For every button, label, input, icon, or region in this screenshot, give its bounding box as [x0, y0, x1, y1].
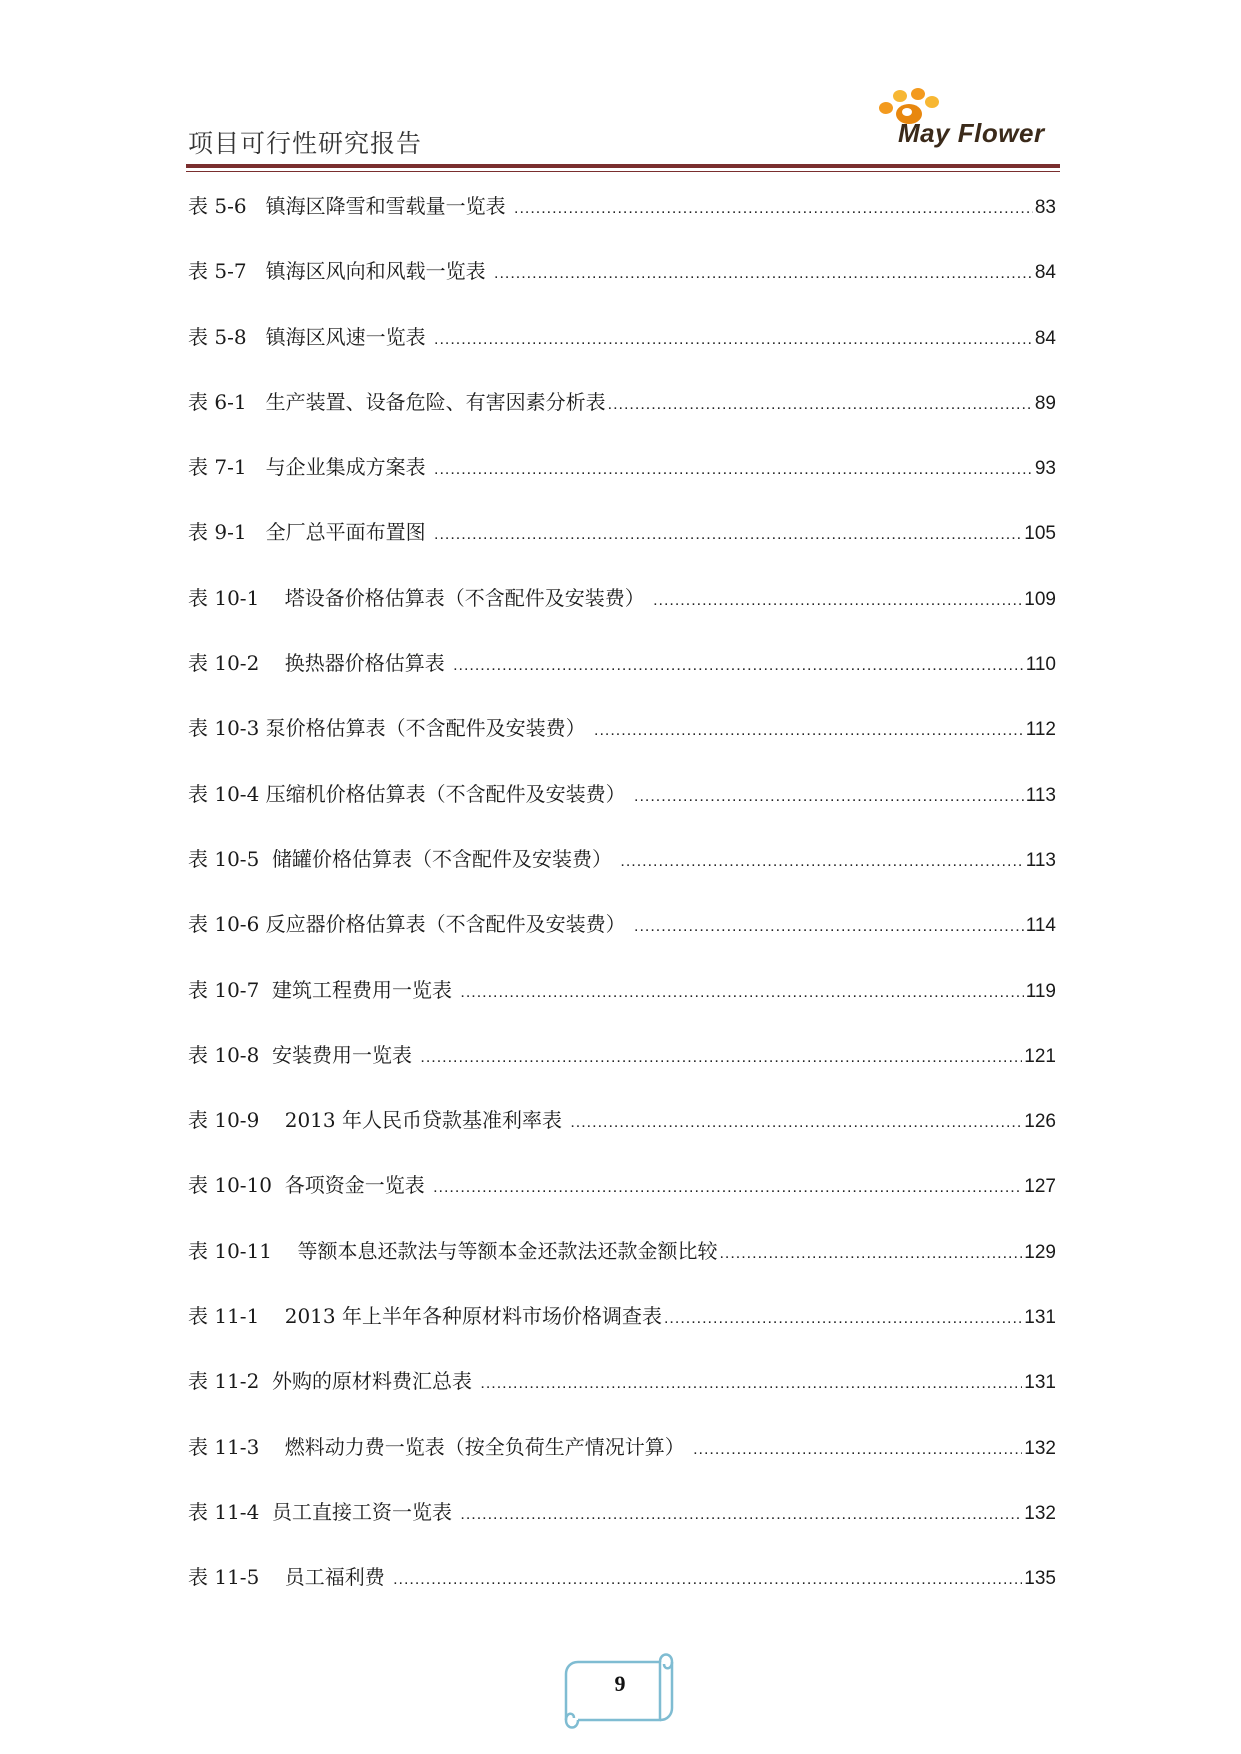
toc-entry-title: 表 10-7 建筑工程费用一览表	[188, 977, 459, 1002]
page-number: 9	[614, 1671, 626, 1696]
mayflower-logo	[872, 88, 1072, 158]
dot-leader	[494, 258, 1033, 290]
toc-entry[interactable]	[188, 1365, 1056, 1430]
toc-entry-title: 表 5-6 镇海区降雪和雪载量一览表	[188, 194, 512, 218]
toc-entry-page: 93	[1034, 458, 1056, 480]
toc-entry-page: 131	[1024, 1307, 1056, 1329]
toc-entry-title: 表 10-8 安装费用一览表	[188, 1042, 419, 1067]
toc-entry-page: 132	[1024, 1502, 1056, 1524]
toc-entry-title: 表 10-2 换热器价格估算表	[188, 651, 452, 676]
dot-leader	[453, 650, 1024, 682]
toc-entry-title: 表 10-1 塔设备价格估算表（不含配件及安装费）	[188, 585, 652, 610]
table-of-contents	[188, 190, 1056, 1627]
dot-leader	[608, 389, 1033, 421]
toc-entry-title: 表 10-5 储罐价格估算表（不含配件及安装费）	[188, 846, 619, 871]
toc-entry-title: 表 11-5 员工福利费	[188, 1565, 392, 1590]
toc-entry[interactable]	[188, 908, 1056, 973]
toc-entry-page: 105	[1024, 523, 1056, 545]
toc-entry-title: 表 11-3 燃料动力费一览表（按全负荷生产情况计算）	[188, 1434, 692, 1459]
toc-entry-title: 表 7-1 与企业集成方案表	[188, 455, 432, 480]
toc-entry-page: 121	[1024, 1045, 1056, 1067]
toc-entry[interactable]	[188, 321, 1056, 386]
dot-leader	[434, 519, 1022, 551]
toc-entry-title: 表 10-10 各项资金一览表	[188, 1173, 432, 1198]
dot-leader	[664, 1303, 1022, 1335]
dot-leader	[393, 1564, 1022, 1596]
toc-entry[interactable]	[188, 582, 1056, 647]
toc-entry[interactable]	[188, 451, 1056, 516]
toc-entry-page: 112	[1025, 719, 1056, 741]
toc-entry-page: 131	[1024, 1372, 1056, 1394]
toc-entry-page: 126	[1024, 1111, 1056, 1133]
toc-entry-page: 113	[1025, 784, 1056, 806]
toc-entry-page: 135	[1024, 1568, 1056, 1590]
toc-entry-title: 表 6-1 生产装置、设备危险、有害因素分析表	[188, 389, 606, 414]
toc-entry-title: 表 5-8 镇海区风速一览表	[188, 324, 432, 349]
document-title: 项目可行性研究报告	[188, 129, 423, 158]
toc-entry-title: 表 11-4 员工直接工资一览表	[188, 1499, 459, 1524]
toc-entry[interactable]	[188, 255, 1056, 320]
dot-leader	[433, 1172, 1022, 1204]
toc-entry[interactable]	[188, 843, 1056, 908]
toc-entry-page: 83	[1034, 197, 1056, 218]
toc-entry[interactable]	[188, 1169, 1056, 1234]
toc-entry-title: 表 11-2 外购的原材料费汇总表	[188, 1369, 479, 1394]
header-rule-thin	[186, 171, 1060, 172]
dot-leader	[693, 1434, 1022, 1466]
toc-entry[interactable]	[188, 778, 1056, 843]
dot-leader	[570, 1107, 1022, 1139]
toc-entry-page: 84	[1034, 327, 1056, 349]
toc-entry-page: 110	[1025, 654, 1056, 676]
toc-entry-title: 表 10-9 2013 年人民币贷款基准利率表	[188, 1108, 569, 1133]
toc-entry[interactable]	[188, 647, 1056, 712]
toc-entry-page: 114	[1025, 915, 1056, 937]
dot-leader	[434, 324, 1033, 356]
dot-leader	[719, 1238, 1022, 1270]
toc-entry-title: 表 10-3 泵价格估算表（不含配件及安装费）	[188, 716, 593, 741]
toc-entry[interactable]	[188, 1104, 1056, 1169]
toc-entry[interactable]	[188, 974, 1056, 1039]
dot-leader	[460, 1499, 1022, 1531]
dot-leader	[420, 1042, 1022, 1074]
toc-entry[interactable]	[188, 1235, 1056, 1300]
toc-entry-page: 127	[1024, 1176, 1056, 1198]
toc-entry-page: 109	[1024, 588, 1056, 610]
toc-entry-page: 113	[1025, 849, 1056, 871]
dot-leader	[634, 781, 1024, 813]
toc-entry[interactable]	[188, 1039, 1056, 1104]
dot-leader	[434, 454, 1033, 486]
toc-entry[interactable]	[188, 1496, 1056, 1561]
toc-entry-title: 表 10-11 等额本息还款法与等额本金还款法还款金额比较	[188, 1238, 718, 1263]
toc-entry-title: 表 11-1 2013 年上半年各种原材料市场价格调查表	[188, 1304, 662, 1329]
dot-leader	[480, 1368, 1022, 1400]
logo-text: May Flower	[898, 118, 1045, 148]
dot-leader	[594, 715, 1024, 747]
dot-leader	[634, 911, 1024, 943]
toc-entry[interactable]	[188, 190, 1056, 255]
dot-leader	[514, 193, 1033, 225]
toc-entry-page: 132	[1024, 1437, 1056, 1459]
toc-entry-page: 89	[1034, 392, 1056, 414]
toc-entry-title: 表 10-4 压缩机价格估算表（不含配件及安装费）	[188, 781, 633, 806]
toc-entry[interactable]	[188, 516, 1056, 581]
toc-entry[interactable]	[188, 386, 1056, 451]
toc-entry[interactable]	[188, 1561, 1056, 1626]
dot-leader	[653, 585, 1022, 617]
toc-entry-title: 表 10-6 反应器价格估算表（不含配件及安装费）	[188, 912, 633, 937]
dot-leader	[620, 846, 1023, 878]
toc-entry-title: 表 5-7 镇海区风向和风载一览表	[188, 259, 492, 284]
toc-entry[interactable]	[188, 1431, 1056, 1496]
toc-entry-title: 表 9-1 全厂总平面布置图	[188, 520, 432, 545]
header-rule-thick	[186, 164, 1060, 168]
dot-leader	[460, 977, 1023, 1009]
toc-entry-page: 119	[1025, 980, 1056, 1002]
toc-entry-page: 84	[1034, 262, 1056, 284]
toc-entry[interactable]	[188, 712, 1056, 777]
toc-entry-page: 129	[1024, 1241, 1056, 1263]
toc-entry[interactable]	[188, 1300, 1056, 1365]
